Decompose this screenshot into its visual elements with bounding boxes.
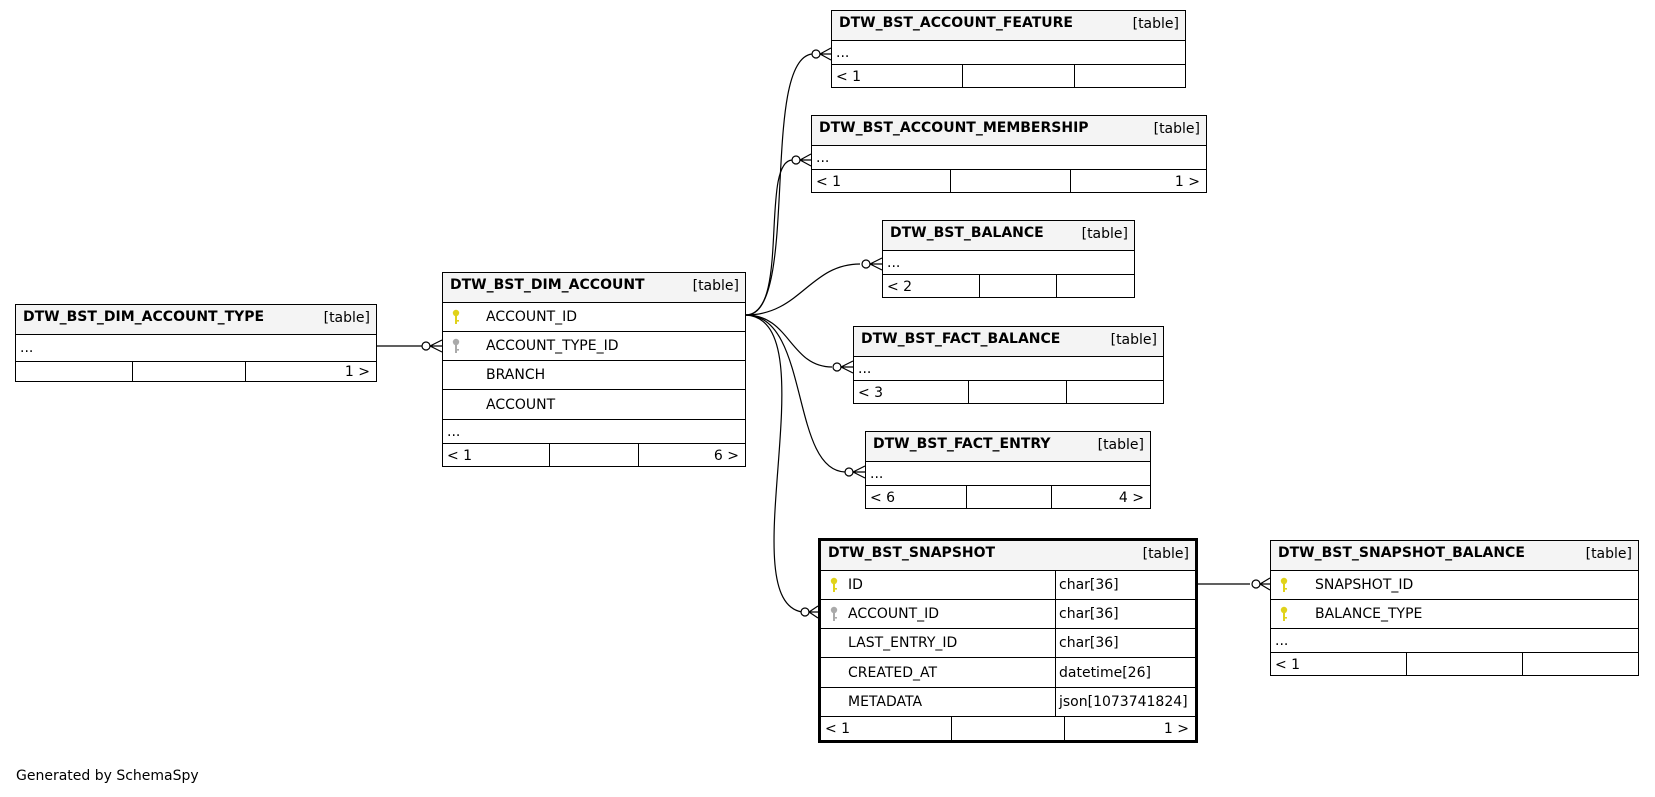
crows-foot-zero [801,608,809,616]
crows-foot-many [820,48,831,60]
crows-foot-zero [792,156,800,164]
column-ellipsis: ... [870,465,884,482]
column-name: METADATA [848,694,923,710]
footer-children-count: 4 > [1118,489,1144,506]
column-name: CREATED_AT [848,664,938,681]
crows-foot-many [853,466,865,478]
table-type-tag: [table] [1110,332,1157,348]
table-dim-account-type[interactable] [15,304,377,382]
column-row-metadata [821,687,1195,716]
table-footer [832,64,1185,88]
column-ellipsis: ... [816,149,830,166]
column-row-created-at [821,657,1195,687]
edge-account-to-membership [746,160,792,315]
edge-account-to-balance [746,264,860,315]
crows-foot-many [809,606,818,618]
table-name: DTW_BST_DIM_ACCOUNT [450,277,645,293]
column-ellipsis: ... [836,44,850,61]
column-row-branch [443,360,745,389]
column-row-account-id [821,599,1195,628]
column-ellipsis: ... [1275,632,1289,649]
table-type-tag: [table] [692,278,739,294]
table-snapshot[interactable] [818,538,1198,743]
footer-parents-count: < 2 [887,278,913,295]
table-type-tag: [table] [1132,16,1179,32]
table-balance[interactable] [882,220,1135,298]
footer-children-count: 1 > [1163,720,1189,737]
primary-key-icon [451,309,461,325]
crows-foot-many [800,154,811,166]
table-footer [866,485,1150,509]
footer-parents-count: < 3 [858,384,884,401]
column-name: ACCOUNT_ID [486,309,578,325]
column-ellipsis: ... [887,254,901,271]
table-type-tag: [table] [1097,437,1144,453]
crows-foot-zero [1252,580,1260,588]
crows-foot-zero [845,468,853,476]
column-row-account-id [443,302,745,331]
footer-parents-count: < 1 [836,68,862,85]
table-footer [883,274,1134,298]
table-name: DTW_BST_SNAPSHOT [828,545,996,561]
edge-account-to-snapshot [746,315,802,612]
table-footer [1271,652,1638,676]
column-datatype: char[36] [1059,635,1119,651]
column-name: SNAPSHOT_ID [1315,577,1414,593]
crows-foot-zero [422,342,430,350]
generated-by-label: Generated by SchemaSpy [16,768,199,784]
footer-children-count: 1 > [344,364,370,380]
table-footer [812,169,1206,193]
crows-foot-many [870,258,882,270]
table-name: DTW_BST_FACT_ENTRY [873,436,1051,452]
edge-account-to-fact-entry [746,315,845,472]
footer-parents-count: < 6 [870,489,896,506]
crows-foot-many [841,361,853,373]
table-footer [443,443,745,467]
table-type-tag: [table] [1142,546,1189,562]
crows-foot-many [430,340,442,352]
table-type-tag: [table] [1081,226,1128,242]
table-name: DTW_BST_DIM_ACCOUNT_TYPE [23,309,265,325]
table-account-feature[interactable] [831,10,1186,88]
table-snapshot-balance[interactable] [1270,540,1639,676]
column-row-snapshot-id [1271,570,1638,599]
column-datatype: datetime[26] [1059,664,1151,681]
table-fact-entry[interactable] [865,431,1151,509]
column-name: BRANCH [486,367,546,383]
table-account-membership[interactable] [811,115,1207,193]
table-footer [821,716,1195,740]
crows-foot-zero [812,50,820,58]
column-name: LAST_ENTRY_ID [848,635,958,651]
column-datatype: json[1073741824] [1059,694,1188,710]
footer-children-count: 6 > [713,447,739,464]
footer-parents-count: < 1 [816,173,842,190]
table-type-tag: [table] [1585,546,1632,562]
primary-key-icon [1279,577,1289,593]
column-ellipsis: ... [20,340,34,356]
crows-foot-many [1260,578,1270,590]
column-ellipsis: ... [447,423,461,440]
column-row-id [821,570,1195,599]
column-name: ID [848,577,863,593]
table-name: DTW_BST_SNAPSHOT_BALANCE [1278,545,1525,561]
table-name: DTW_BST_FACT_BALANCE [861,331,1061,347]
crows-foot-zero [862,260,870,268]
column-name: ACCOUNT [486,396,556,413]
column-ellipsis: ... [858,360,872,377]
table-footer [16,361,376,382]
footer-parents-count: < 1 [1275,656,1301,673]
primary-key-icon [829,577,839,593]
column-row-balance-type [1271,599,1638,628]
table-dim-account[interactable] [442,272,746,467]
footer-children-count: 1 > [1174,173,1200,190]
table-type-tag: [table] [1153,121,1200,137]
table-type-tag: [table] [323,310,370,326]
edge-account-to-feature [746,54,812,315]
column-datatype: char[36] [1059,577,1119,593]
crows-foot-zero [833,363,841,371]
table-footer [854,380,1163,404]
footer-parents-count: < 1 [447,447,473,464]
column-row-last-entry-id [821,628,1195,657]
table-name: DTW_BST_ACCOUNT_FEATURE [839,15,1073,31]
column-name: ACCOUNT_TYPE_ID [486,338,619,354]
column-row-account [443,389,745,419]
column-name: BALANCE_TYPE [1315,606,1423,622]
column-row-account-type-id [443,331,745,360]
table-name: DTW_BST_BALANCE [890,225,1044,241]
table-fact-balance[interactable] [853,326,1164,404]
column-name: ACCOUNT_ID [848,606,940,622]
table-name: DTW_BST_ACCOUNT_MEMBERSHIP [819,120,1089,136]
primary-key-icon [1279,606,1289,622]
foreign-key-icon [451,338,461,354]
footer-parents-count: < 1 [825,720,851,737]
foreign-key-icon [829,606,839,622]
column-datatype: char[36] [1059,606,1119,622]
